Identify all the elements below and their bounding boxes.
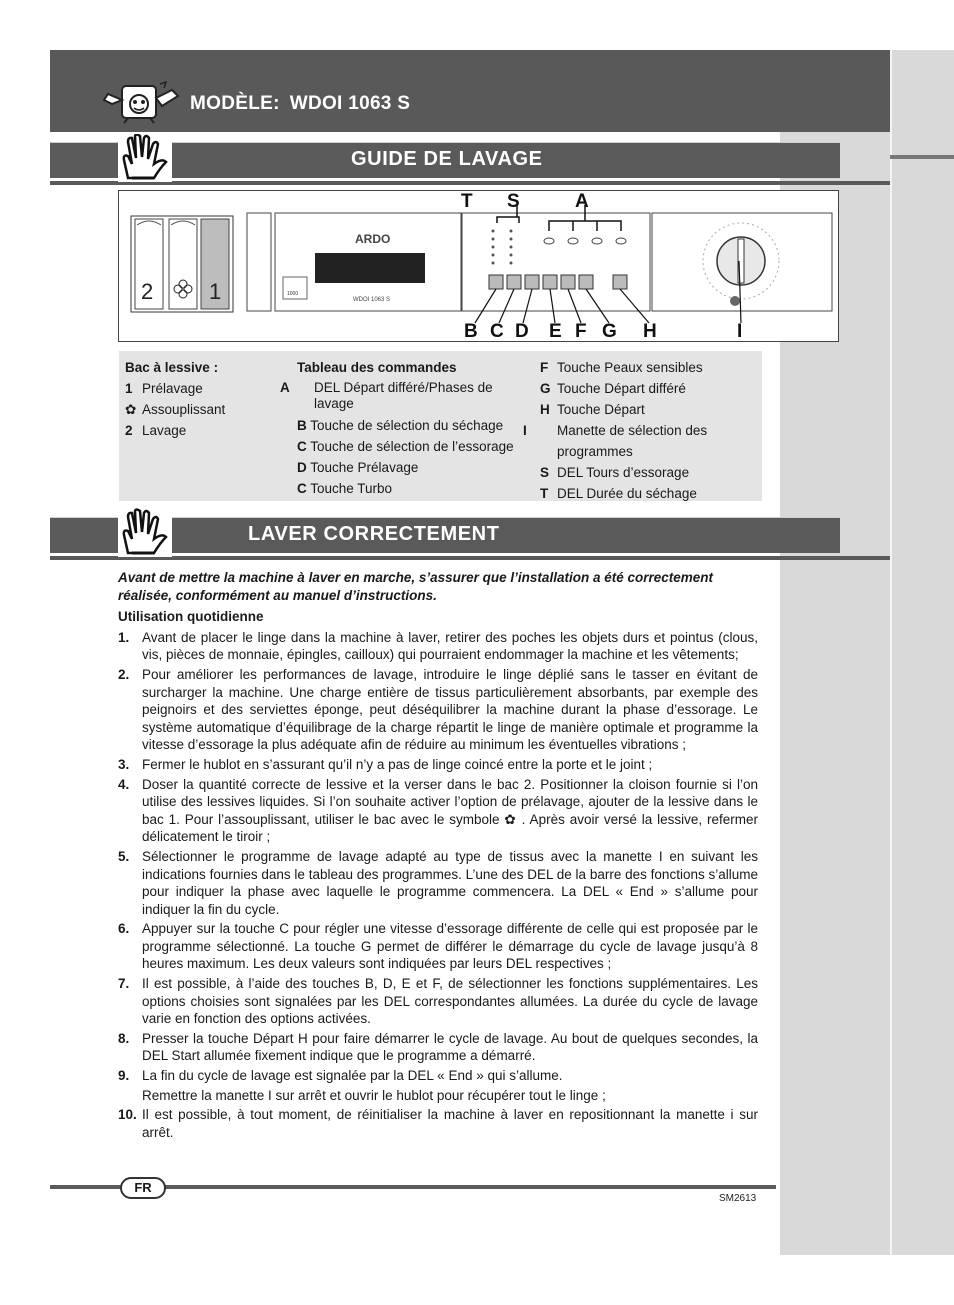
panel-letter-g: G	[602, 321, 617, 342]
laver-underline	[50, 556, 890, 560]
step-item: 10. Il est possible, à tout moment, de réinitialiser la machine à laver en repositionnant la manette i sur arrêt.	[118, 1107, 758, 1140]
step-item: 4. Doser la quantité correcte de lessive et la verser dans le bac 2. Positionner la cloison fournie si l’on utilise des lessives liquides. Si l’on souhaite activer l’option de prélavage, ajouter de la lessive dans le bac 1. Pour l’assouplissant, utiliser le bac avec le symbole ✿ . Après avoir versé la lessive, refermer délicatement le tiroir ;	[118, 776, 758, 845]
laver-title: LAVER CORRECTEMENT	[248, 523, 500, 545]
legend-bac-title: Bac à lessive :	[125, 360, 219, 375]
instructions	[118, 569, 758, 1143]
document-code: SM2613	[719, 1193, 757, 1204]
step-item: 5. Sélectionner le programme de lavage adapté au type de tissus avec la manette I en suivant les indications fournies dans le tableau des programmes. L’une des DEL de la barre des fonctions s’allume pour indiquer la phase avec laquelle le programme commencera. La DEL « End » s’allume pour indiquer la fin du cycle.	[118, 848, 758, 917]
legend-tableau-item: C Touche Turbo	[297, 481, 393, 496]
step-item: 3. Fermer le hublot en s’assurant qu’il n’y a pas de linge coincé entre la porte et le joint ;	[118, 756, 653, 772]
legend-right-item: H Touche Départ	[540, 402, 645, 417]
hand-icon	[118, 134, 172, 182]
legend-right-item: G Touche Départ différé	[540, 381, 686, 396]
model-title	[190, 93, 410, 115]
panel-letter-i: I	[737, 321, 743, 342]
panel-letter-s: S	[507, 191, 520, 212]
panel-letter-h: H	[643, 321, 657, 342]
panel-letter-f: F	[575, 321, 587, 342]
panel-letter-c: C	[490, 321, 504, 342]
step-item: 2. Pour améliorer les performances de lavage, introduire le linge déplié sans le tasser en évitant de surcharger la machine. Une charge entière de tissus particulièrement absorbants, par exemple des peignoirs et des serviettes éponge, peut déséquilibrer la machine durant la phase d’essorage. Le système automatique d’équilibrage de la charge répartit le linge de manière optimale et programme la vitesse d’essorage la plus adéquate afin de réduire au minimum les éventuelles vibrations ;	[118, 666, 758, 753]
drawer-1-label: 1	[209, 279, 222, 304]
panel-letter-b: B	[464, 321, 478, 342]
step-item: 7. Il est possible, à l’aide des touches B, D, E et F, de sélectionner les fonctions supplémentaires. Les options choisies sont signalées par les DEL correspondantes allumées. La durée du cycle de lavage varie en fonction des options activées.	[118, 976, 758, 1027]
panel-letter-e: E	[549, 321, 562, 342]
control-panel-svg	[119, 191, 840, 343]
step-item: 9. La fin du cycle de lavage est signalée par la DEL « End » qui s’allume.	[118, 1068, 563, 1084]
mascot-washing-machine-icon	[100, 80, 186, 124]
margin-tab	[890, 155, 954, 159]
legend-bac-item: 2 Lavage	[125, 423, 187, 438]
legend-tableau-item: D Touche Prélavage	[297, 460, 419, 475]
model-plate: WDOI 1063 S	[353, 297, 391, 303]
legend-right-item: F Touche Peaux sensibles	[540, 360, 703, 375]
panel-letter-d: D	[515, 321, 529, 342]
step-item: 8. Presser la touche Départ H pour faire démarrer le cycle de lavage. Au bout de quelques secondes, la DEL Start allumée fixement indique que le programme a démarré.	[118, 1030, 758, 1064]
legend-right-item: I Manette de sélection des programmes	[523, 423, 708, 459]
model-label: MODÈLE:	[190, 93, 280, 114]
legend-bac-item: ✿ Assouplissant	[125, 399, 285, 420]
legend-box	[119, 351, 762, 501]
legend-tableau-item: B Touche de sélection du séchage	[297, 418, 504, 433]
panel-letter-t: T	[461, 191, 473, 212]
legend-right-item: T DEL Durée du séchage	[540, 486, 697, 501]
guide-title: GUIDE DE LAVAGE	[351, 148, 543, 170]
legend-tableau-item: C Touche de sélection de l’essorage	[297, 439, 514, 454]
legend-bac-column	[125, 357, 285, 441]
model-name: WDOI 1063 S	[289, 93, 411, 114]
legend-tableau-title: Tableau des commandes	[297, 360, 457, 375]
step-item: 6. Appuyer sur la touche C pour régler une vitesse d’essorage différente de celle qui est proposée par le programme sélectionné. La touche G permet de différer le démarrage du cycle de lavage jusqu’à 8 heures maximum. Les deux valeurs sont indiquées par leurs DEL respectives ;	[118, 921, 758, 972]
panel-letter-a: A	[575, 191, 589, 212]
flower-icon: ✿	[125, 402, 137, 417]
guide-underline	[50, 181, 890, 185]
legend-tableau-item: A DEL Départ différé/Phases de lavage	[280, 380, 493, 411]
margin-line	[890, 50, 892, 1255]
drawer-2-label: 2	[141, 279, 154, 304]
step-item: 1. Avant de placer le linge dans la machine à laver, retirer des poches les objets durs et pointus (clous, vis, pièces de monnaie, épingles, cailloux) qui pourraient endommager la machine et les vêtements;	[118, 629, 758, 663]
subhead: Utilisation quotidienne	[118, 609, 264, 625]
legend-right-column	[523, 357, 755, 504]
spin-badge: 1000	[287, 291, 299, 297]
legend-tableau-column	[280, 357, 519, 499]
intro-text: Avant de mettre la machine à laver en marche, s’assurer que l’installation a été correctement réalisée, conformément au manuel d’instructions.	[118, 570, 713, 603]
legend-bac-item: 1 Prélavage	[125, 381, 203, 396]
brand-logo: ARDO	[355, 232, 391, 246]
hand-icon	[118, 507, 172, 557]
language-badge: FR	[120, 1177, 166, 1199]
legend-right-item: S DEL Tours d’essorage	[540, 465, 690, 480]
step-item: Remettre la manette I sur arrêt et ouvrir le hublot pour récupérer tout le linge ;	[142, 1087, 606, 1103]
control-panel-diagram	[118, 190, 839, 342]
